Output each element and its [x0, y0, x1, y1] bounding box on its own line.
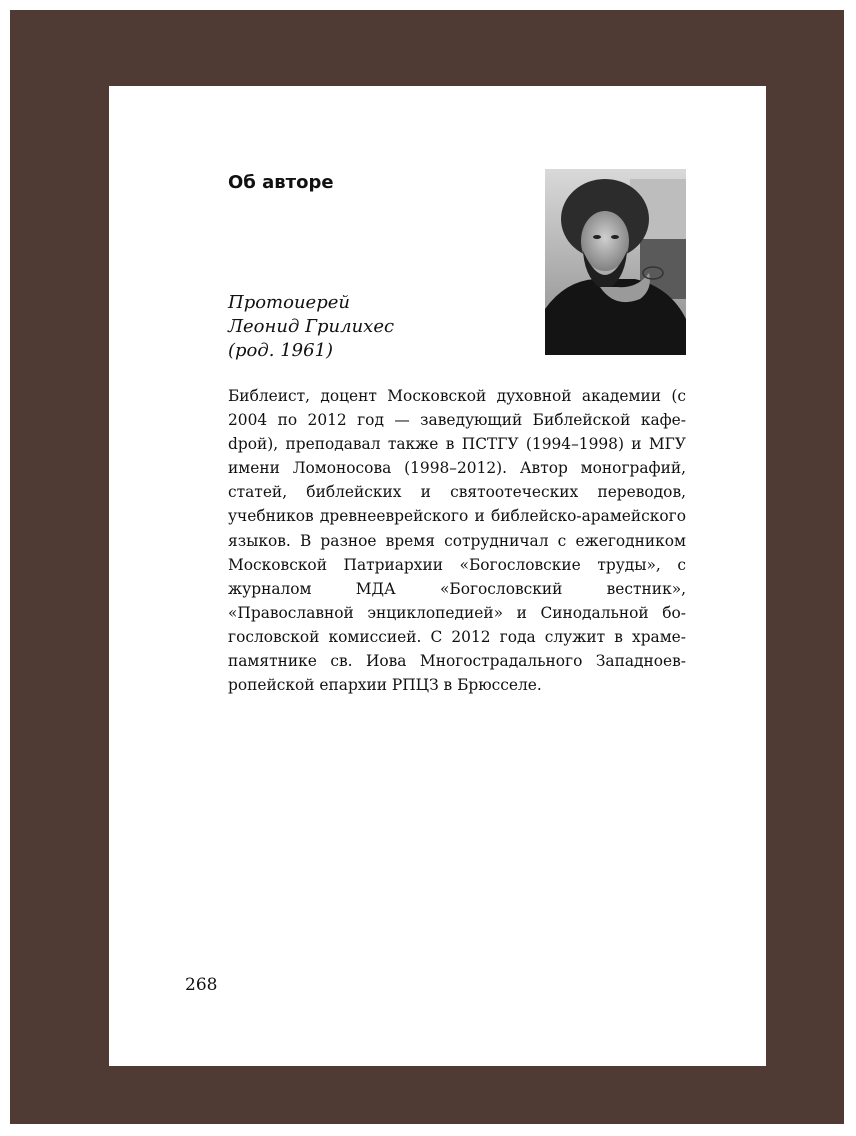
author-photo [545, 169, 686, 355]
page-frame [10, 10, 844, 1124]
section-heading: Об авторе [228, 172, 334, 193]
author-name: Леонид Грилихес [228, 316, 395, 337]
author-biography: Библеист, доцент Московской духовной академии (с 2004 по 2012 год — заведующий Библейской кафеdрой), преподавал также в ПСТГУ (1994–1998) и МГУ имени Ломоносова (1998–2012). Автор монографий, статей, библейских и святоотеческих переводов, учебников древнееврейского и библейско-арамейского языков. В разное время сотрудничал с ежегодником Московской Патриархии «Богословские труды», с журналом МДА «Богословский вестник», «Православной энциклопедией» и Синодальной богословской комиссией. С 2012 года служит в храме-памятнике св. Иова Многострадального Западноевропейской епархии РПЦЗ в Брюсселе. [228, 387, 686, 695]
author-info [228, 291, 394, 363]
page-number: 268 [185, 975, 218, 995]
author-years: (род. 1961) [228, 340, 334, 361]
book-page [109, 86, 766, 1066]
author-title: Протоиерей [228, 292, 350, 313]
